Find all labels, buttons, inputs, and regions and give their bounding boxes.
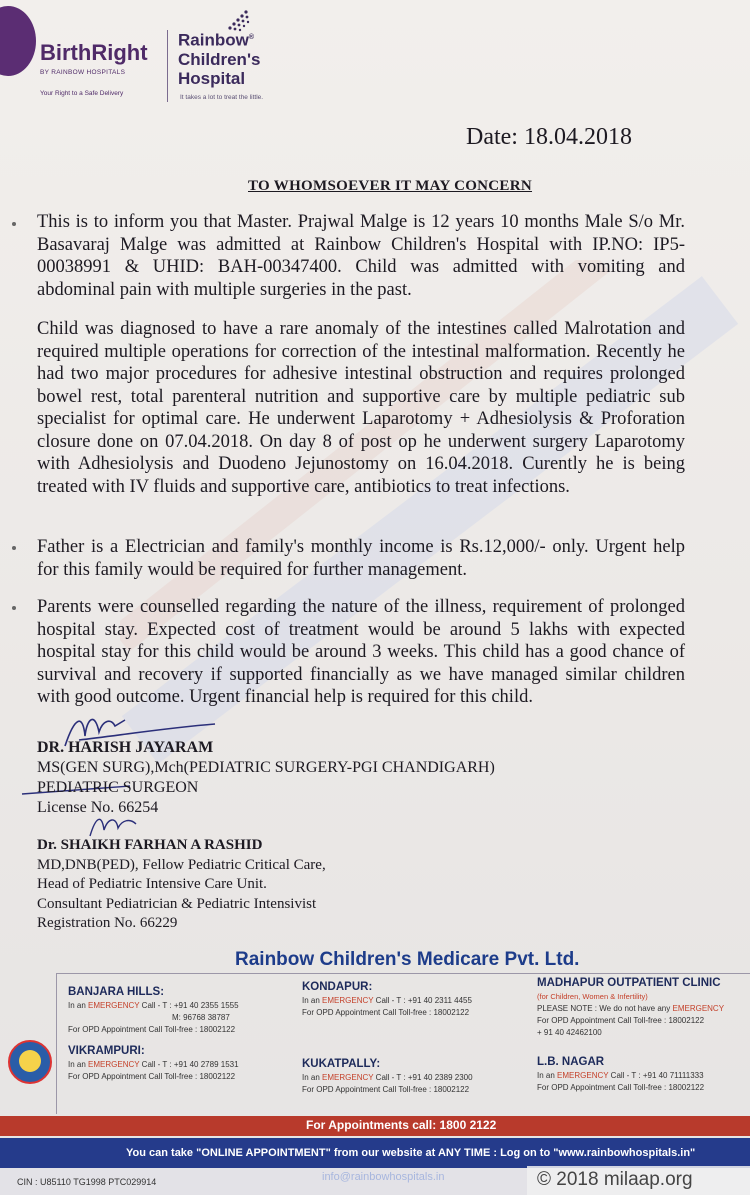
- milaap-credit: © 2018 milaap.org: [537, 1169, 693, 1190]
- branch-kukatpally: KUKATPALLY: In an EMERGENCY Call - T : +91 40 2389 2300 For OPD Appointment Call Toll-free : 18002122: [302, 1058, 473, 1094]
- letterhead: [0, 0, 750, 110]
- paragraph-2: Child was diagnosed to have a rare anomaly of the intestines called Malrotation and required multiple operations for correction of the intestinal malformation. Recently he had two major procedures for adhesive intestinal obstruction and requires prolonged bowel rest, total parenteral nutrition and supportive care by multiple pediatric sub specialist for optimal care. He underwent Laparotomy + Adhesiolysis & Proforation closure done on 07.04.2018. On day 8 of post op he underwent surgery Laparotomy with Adhesiolysis and Duodeno Jejunostomy on 16.04.2018. Curently he is being treated with IV fluids and supportive care, antibiotics to treat infections.: [37, 319, 685, 497]
- footer-company-name: Rainbow Children's Medicare Pvt. Ltd.: [235, 949, 580, 970]
- birthright-tagline: Your Right to a Safe Delivery: [40, 90, 124, 97]
- paragraph-4: Parents were counselled regarding the nature of the illness, requirement of prolonged hospital stay. Expected cost of treatment would be around 5 lakhs with expected hospital stay for this child would be around 3 weeks. This child has a good chance of survival and recovery if supported financially as we have managed similar children with good outcome. Urgent financial help is required for this child.: [37, 597, 685, 707]
- signatory-registration: Registration No. 66229: [37, 915, 178, 931]
- signatory-role: PEDIATRIC SURGEON: [37, 779, 199, 796]
- signatory-name: Dr. SHAIKH FARHAN A RASHID: [37, 837, 263, 853]
- signatory-harish: [37, 738, 495, 818]
- signatory-name: DR. HARISH JAYARAM: [37, 739, 214, 756]
- signatory-role-2: Consultant Pediatrician & Pediatric Intensivist: [37, 895, 317, 912]
- margin-dot: [12, 546, 16, 550]
- appointments-phone: For Appointments call: 1800 2122: [306, 1118, 497, 1132]
- letter-date: Date: 18.04.2018: [466, 124, 632, 150]
- signatory-role: Head of Pediatric Intensive Care Unit.: [37, 876, 267, 892]
- header-divider: [167, 30, 168, 102]
- margin-dot: [12, 222, 16, 226]
- branch-vikrampuri: VIKRAMPURI: In an EMERGENCY Call - T : +91 40 2789 1531 For OPD Appointment Call Toll-free : 18002122: [68, 1045, 239, 1081]
- birthright-logo-text: BirthRight: [40, 40, 148, 65]
- birthright-subtitle: BY RAINBOW HOSPITALS: [40, 69, 126, 76]
- rainbow-seal-icon: [8, 1040, 52, 1084]
- branch-kondapur: KONDAPUR: In an EMERGENCY Call - T : +91 40 2311 4455 For OPD Appointment Call Toll-free : 18002122: [302, 981, 472, 1017]
- footer-email: info@rainbowhospitals.in: [322, 1171, 445, 1183]
- rainbow-logo-text: Rainbow® Children's Hospital: [178, 30, 261, 88]
- signatory-qualification: MS(GEN SURG),Mch(PEDIATRIC SURGERY-PGI CHANDIGARH): [37, 759, 495, 776]
- paragraph-1: This is to inform you that Master. Prajwal Malge is 12 years 10 months Male S/o Mr. Basavaraj Malge was admitted at Rainbow Children's Hospital with IP.NO: IP5-00038991 & UHID: BAH-00347400. Child was admitted with vomiting and abdominal pain with multiple surgeries in the past.: [37, 212, 685, 300]
- margin-dot: [12, 606, 16, 610]
- signatory-license: License No. 66254: [37, 799, 159, 816]
- paragraph-3: Father is a Electrician and family's monthly income is Rs.12,000/- only. Urgent help for this family would be required for further management.: [37, 537, 685, 580]
- branch-lb-nagar: L.B. NAGAR In an EMERGENCY Call - T : +91 40 71111333 For OPD Appointment Call Toll-free : 18002122: [537, 1056, 705, 1092]
- birthright-logo-mark: [0, 6, 36, 76]
- letter-subject: TO WHOMSOEVER IT MAY CONCERN: [248, 178, 533, 194]
- signatory-shaikh: [37, 836, 326, 934]
- online-appointment-text: You can take "ONLINE APPOINTMENT" from our website at ANY TIME : Log on to "www.rainbowhospitals.in": [126, 1147, 696, 1159]
- signatory-qualification: MD,DNB(PED), Fellow Pediatric Critical Care,: [37, 856, 326, 873]
- rainbow-tagline: It takes a lot to treat the little.: [180, 94, 264, 101]
- branch-madhapur: MADHAPUR OUTPATIENT CLINIC (for Children, Women & Infertility) PLEASE NOTE : We do not have any EMERGENCY For OPD Appointment Call Toll-free : 18002122 + 91 40 42462100: [537, 977, 725, 1037]
- cin-number: CIN : U85110 TG1998 PTC029914: [17, 1177, 157, 1187]
- branch-banjara-hills: BANJARA HILLS: In an EMERGENCY Call - T : +91 40 2355 1555 M: 96768 38787 For OPD Appointment Call Toll-free : 18002122: [68, 986, 239, 1034]
